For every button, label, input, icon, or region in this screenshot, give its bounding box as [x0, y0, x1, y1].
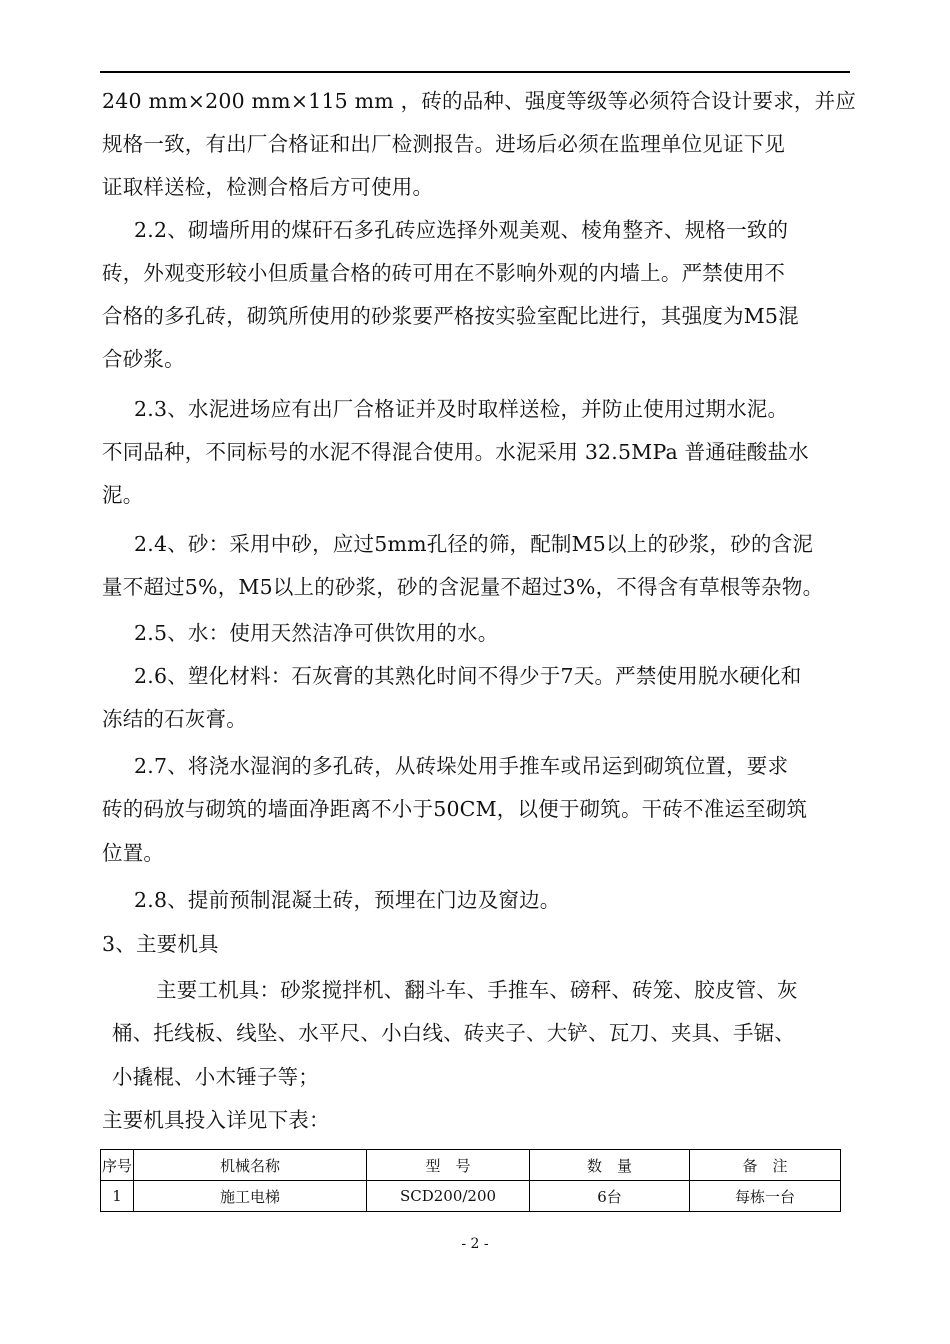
- section-heading: 3、主要机具: [102, 932, 219, 956]
- body-line: 砖，外观变形较小但质量合格的砖可用在不影响外观的内墙上。严禁使用不: [102, 261, 786, 285]
- table-header-cell: 备 注: [690, 1150, 841, 1181]
- body-line: 2.7、将浇水湿润的多孔砖，从砖垛处用手推车或吊运到砌筑位置，要求: [134, 754, 789, 778]
- body-line: 证取样送检，检测合格后方可使用。: [102, 175, 434, 199]
- table-cell: 每栋一台: [690, 1181, 841, 1212]
- body-line: 2.2、砌墙所用的煤矸石多孔砖应选择外观美观、棱角整齐、规格一致的: [134, 218, 789, 242]
- body-line: 主要工机具：砂浆搅拌机、翻斗车、手推车、磅秤、砖笼、胶皮管、灰: [156, 978, 798, 1002]
- table-header-cell: 型 号: [367, 1150, 530, 1181]
- body-line: 位置。: [102, 841, 165, 865]
- table-cell: 6台: [530, 1181, 690, 1212]
- body-line: 冻结的石灰膏。: [102, 707, 247, 731]
- body-line: 规格一致，有出厂合格证和出厂检测报告。进场后必须在监理单位见证下见: [102, 132, 786, 156]
- table-header-cell: 数 量: [530, 1150, 690, 1181]
- header-rule: [100, 71, 850, 73]
- table-cell: SCD200/200: [367, 1181, 530, 1212]
- table-row: [101, 1181, 841, 1212]
- page-number: - 2 -: [461, 1236, 489, 1252]
- table-header-cell: 机械名称: [134, 1150, 367, 1181]
- table-cell: 1: [101, 1181, 134, 1212]
- body-line: 桶、托线板、线坠、水平尺、小白线、砖夹子、大铲、瓦刀、夹具、手锯、: [112, 1021, 796, 1045]
- body-line: 不同品种，不同标号的水泥不得混合使用。水泥采用 32.5MPa 普通硅酸盐水: [102, 440, 809, 464]
- table-caption: 主要机具投入详见下表：: [102, 1108, 330, 1132]
- body-line: 泥。: [102, 483, 144, 507]
- body-line: 240 mm×200 mm×115 mm ，砖的品种、强度等级等必须符合设计要求，并应: [102, 89, 857, 113]
- body-line: 量不超过5%，M5以上的砂浆，砂的含泥量不超过3%，不得含有草根等杂物。: [102, 575, 824, 599]
- body-line: 2.6、塑化材料：石灰膏的其熟化时间不得少于7天。严禁使用脱水硬化和: [134, 664, 802, 688]
- body-line: 合格的多孔砖，砌筑所使用的砂浆要严格按实验室配比进行，其强度为M5混: [102, 304, 799, 328]
- table-cell: 施工电梯: [134, 1181, 367, 1212]
- body-line: 2.3、水泥进场应有出厂合格证并及时取样送检，并防止使用过期水泥。: [134, 397, 789, 421]
- table-header-row: [101, 1150, 841, 1181]
- body-line: 小撬棍、小木锤子等；: [112, 1065, 319, 1089]
- equipment-table: [100, 1149, 841, 1212]
- body-line: 2.8、提前预制混凝土砖，预埋在门边及窗边。: [134, 888, 561, 912]
- table-header-cell: 序号: [101, 1150, 134, 1181]
- body-line: 砖的码放与砌筑的墙面净距离不小于50CM，以便于砌筑。干砖不准运至砌筑: [102, 797, 808, 821]
- body-line: 2.5、水：使用天然洁净可供饮用的水。: [134, 621, 499, 645]
- body-line: 2.4、砂：采用中砂，应过5mm孔径的筛，配制M5以上的砂浆，砂的含泥: [134, 532, 814, 556]
- body-line: 合砂浆。: [102, 347, 185, 371]
